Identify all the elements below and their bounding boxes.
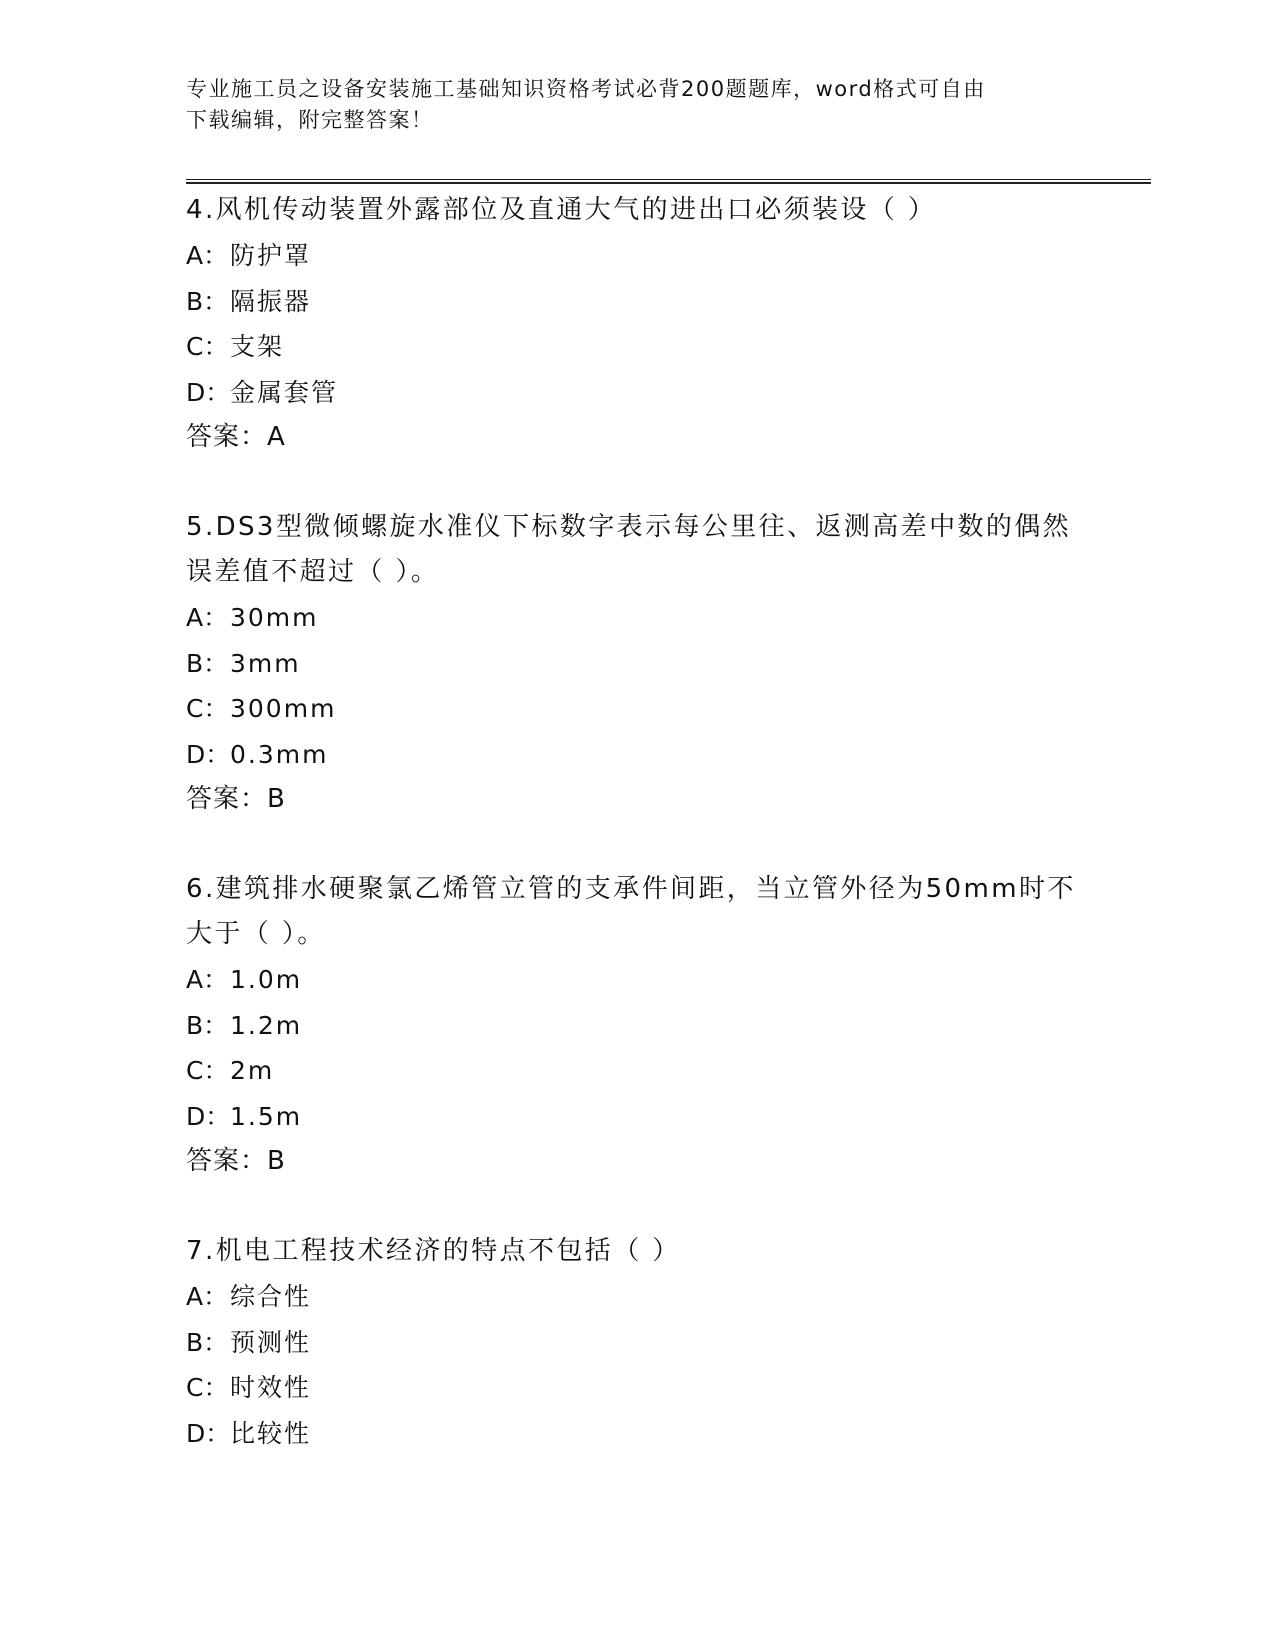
option-a [186,595,1086,641]
option-a [186,233,1086,279]
question-stem-continued: 大于（ ）。 [186,919,326,949]
option-key: C： [186,1373,229,1402]
option-key: A： [186,603,229,632]
question-stem: 4.风机传动装置外露部位及直通大气的进出口必须装设（ ） [186,195,937,225]
option-a [186,1274,1086,1320]
option-text: 支架 [230,332,285,361]
header-divider-thick [186,182,1151,184]
question-list [186,188,1086,1456]
option-text: 300mm [230,694,337,723]
option-text: 预测性 [230,1327,312,1357]
header-line-2: 下载编辑，附完整答案！ [186,108,434,132]
option-key: D： [186,1418,231,1448]
option-key: B： [186,1010,229,1040]
question-5 [186,505,1086,822]
header-divider-thin [186,179,1151,180]
option-text: 防护罩 [230,241,312,270]
question-6 [186,867,1086,1184]
question-stem: 6.建筑排水硬聚氯乙烯管立管的支承件间距，当立管外径为50mm时不 [186,874,1076,904]
option-key: C： [186,1056,229,1085]
option-d [186,370,1086,416]
option-key: D： [186,739,231,769]
option-c [186,1365,1086,1411]
option-text: 1.2m [230,1010,303,1040]
question-4 [186,188,1086,460]
option-text: 1.0m [230,965,303,994]
option-a [186,957,1086,1003]
option-text: 金属套管 [230,377,339,407]
option-d [186,732,1086,778]
answer-line: 答案：A [186,422,286,452]
option-b [186,1003,1086,1049]
option-key: B： [186,648,229,678]
option-key: C： [186,694,229,723]
option-key: B： [186,286,229,316]
option-c [186,1048,1086,1094]
header-line-1: 专业施工员之设备安装施工基础知识资格考试必背200题题库，word格式可自由 [186,77,986,101]
option-d [186,1411,1086,1457]
option-key: C： [186,332,229,361]
question-stem: 7.机电工程技术经济的特点不包括（ ） [186,1236,681,1266]
option-key: A： [186,241,229,270]
option-d [186,1094,1086,1140]
option-text: 综合性 [230,1282,312,1311]
option-key: A： [186,1282,229,1311]
question-stem: 5.DS3型微倾螺旋水准仪下标数字表示每公里往、返测高差中数的偶然 [186,512,1072,542]
option-b [186,641,1086,687]
option-text: 比较性 [230,1418,312,1448]
option-text: 2m [230,1056,275,1085]
answer-line: 答案：B [186,784,286,814]
question-stem-continued: 误差值不超过（ ）。 [186,557,440,587]
option-key: A： [186,965,229,994]
option-text: 0.3mm [230,739,329,769]
question-7 [186,1229,1086,1456]
option-key: D： [186,377,231,407]
document-header [186,74,1066,136]
option-c [186,686,1086,732]
option-text: 隔振器 [230,286,312,316]
answer-line: 答案：B [186,1146,286,1176]
option-text: 时效性 [230,1373,312,1402]
option-key: D： [186,1101,231,1131]
option-b [186,1320,1086,1366]
option-key: B： [186,1327,229,1357]
option-b [186,279,1086,325]
option-text: 3mm [230,648,301,678]
option-text: 30mm [230,603,319,632]
option-text: 1.5m [230,1101,303,1131]
option-c [186,324,1086,370]
